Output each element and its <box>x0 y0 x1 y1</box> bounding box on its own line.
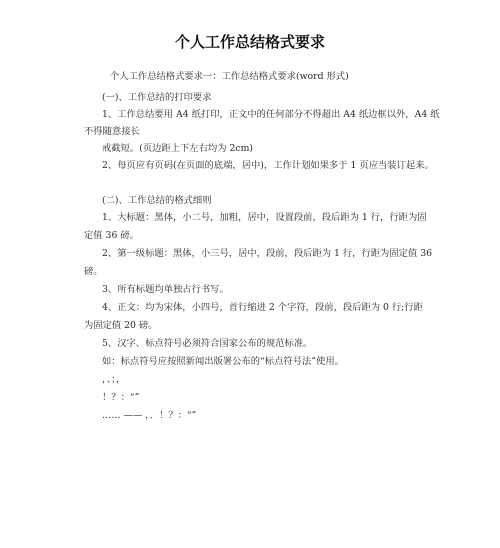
paragraph-line: 定值 36 磅。 <box>84 230 139 241</box>
document-title: 个人工作总结格式要求 <box>174 33 325 51</box>
section-heading: (二)、工作总结的格式细则 <box>102 195 212 206</box>
paragraph-line: 3、所有标题均单独占行书写。 <box>102 284 229 295</box>
paragraph-line: 1、大标题：黑体，小二号，加粗，居中，设置段前，段后距为 1 行，行距为固 <box>102 212 427 223</box>
paragraph-line: 2、每页应有页码(在页面的底端，居中)，工作计划如果多于 1 页应当装订起来。 <box>102 160 434 171</box>
paragraph-line: 个人工作总结格式要求一：工作总结格式要求(word 形式) <box>110 71 349 82</box>
paragraph-line: 戒截短。(页边距上下左右均为 2cm) <box>102 143 254 154</box>
section-heading: (一)、工作总结的打印要求 <box>102 92 212 103</box>
punctuation-line: ！？：“” <box>102 392 140 403</box>
paragraph-line: 1、工作总结要用 A4 纸打印，正文中的任何部分不得超出 A4 纸边框以外，A4 纸 <box>102 109 440 120</box>
paragraph-line: 为固定值 20 磅。 <box>84 320 158 331</box>
paragraph-line: 2、第一级标题：黑体，小三号，居中，段前，段后距为 1 行，行距为固定值 36 <box>102 248 433 259</box>
punctuation-line: ，、；， <box>102 374 126 385</box>
paragraph-line: 不得随意接长 <box>84 126 140 137</box>
paragraph-line: 如：标点符号应按照新闻出版署公布的“标点符号法”使用。 <box>102 356 344 367</box>
paragraph-line: 磅。 <box>84 266 103 277</box>
punctuation-line: …… —— ，．！？：“” <box>102 410 197 421</box>
paragraph-line: 5、汉字、标点符号必须符合国家公布的规范标准。 <box>102 338 313 349</box>
paragraph-line: 4、正文：均为宋体，小四号，首行缩进 2 个字符，段前，段后距为 0 行;行距 <box>102 302 423 313</box>
